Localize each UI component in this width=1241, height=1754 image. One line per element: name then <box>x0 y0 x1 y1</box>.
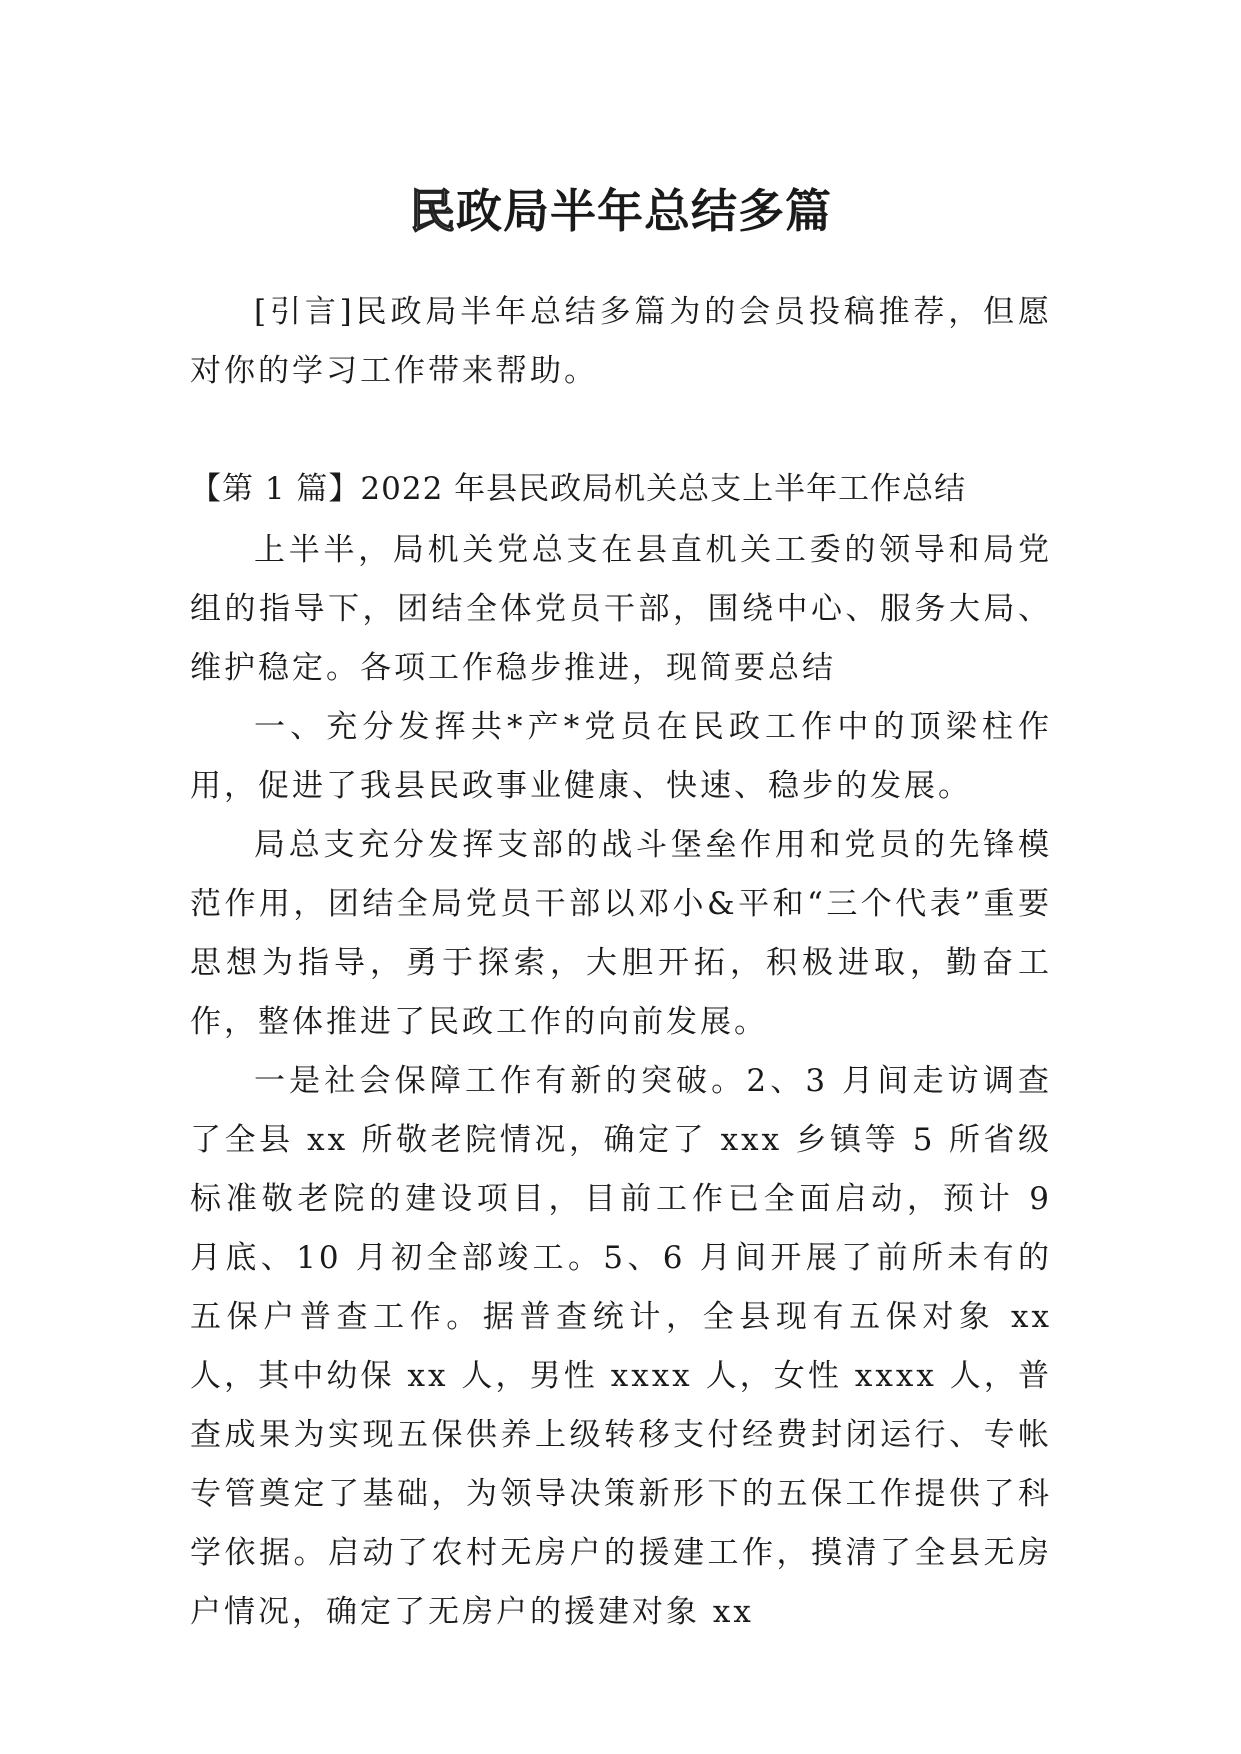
title-rest: 政局半年总结多篇 <box>456 183 832 238</box>
body-paragraph: 一是社会保障工作有新的突破。2、3 月间走访调查了全县 xx 所敬老院情况，确定了 xxx 乡镇等 5 所省级标准敬老院的建设项目，目前工作已全面启动，预计 9 月底、10 月初全部竣工。5、6 月间开展了前所未有的五保户普查工作。据普查统计，全县现有五保对象 xx 人，其中幼保 xx 人，男性 xxxx 人，女性 xxxx 人，普查成果为实现五保供养上级转移支付经费封闭运行、专帐专管奠定了基础，为领导决策新形下的五保工作提供了科学依据。启动了农村无房户的援建工作，摸清了全县无房户情况，确定了无房户的援建对象 xx <box>190 1063 1052 1630</box>
section-heading: 【第 1 篇】2022 年县民政局机关总支上半年工作总结 <box>190 471 967 507</box>
content-block <box>190 460 1052 1642</box>
intro-block <box>190 283 1052 401</box>
title-first-char: 民 <box>409 183 456 238</box>
intro-paragraph: [引言]民政局半年总结多篇为的会员投稿推荐，但愿对你的学习工作带来帮助。 <box>190 294 1052 389</box>
body-paragraph: 一、充分发挥共*产*党员在民政工作中的顶梁柱作用，促进了我县民政事业健康、快速、稳步的发展。 <box>190 709 1052 804</box>
body-paragraph: 局总支充分发挥支部的战斗堡垒作用和党员的先锋模范作用，团结全局党员干部以邓小&平和“三个代表”重要思想为指导，勇于探索，大胆开拓，积极进取，勤奋工作，整体推进了民政工作的向前发展。 <box>190 827 1052 1040</box>
document-title <box>0 181 1241 241</box>
body-paragraph: 上半半，局机关党总支在县直机关工委的领导和局党组的指导下，团结全体党员干部，围绕中心、服务大局、维护稳定。各项工作稳步推进，现简要总结 <box>190 532 1052 686</box>
